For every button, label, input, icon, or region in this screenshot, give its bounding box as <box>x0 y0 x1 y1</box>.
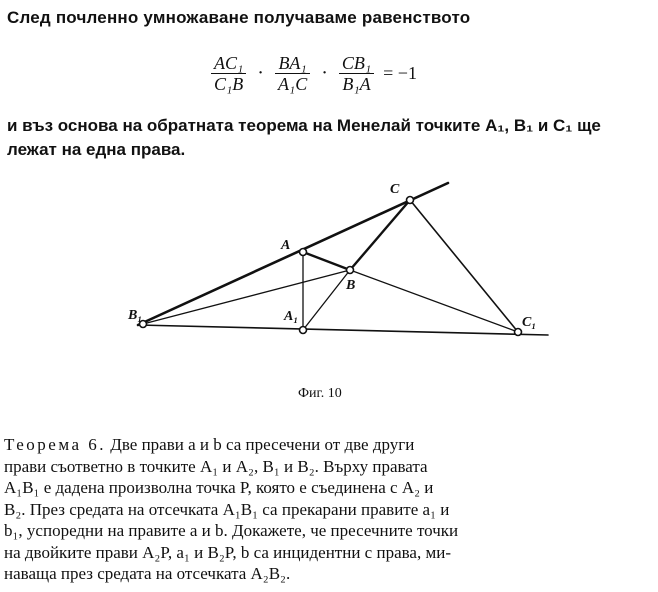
line-b1-c <box>138 183 448 325</box>
fraction-2-denominator: A₁C <box>277 73 308 94</box>
point-a1 <box>300 327 307 334</box>
theorem-6 <box>4 434 654 585</box>
baseline-b1-c1 <box>138 325 548 335</box>
segment-a-b <box>303 252 350 270</box>
fraction-2 <box>275 53 310 94</box>
theorem-line-2: прави съответно в точките A₁ и A₂, B₁ и B₂. Върху правата <box>4 456 428 476</box>
theorem-line-7: наваща през средата на отсечката A₂B₂. <box>4 564 291 583</box>
multiply-dot: · <box>257 61 264 84</box>
theorem-line-4: B₂. През средата на отсечката A₁B₁ са прекарани правите a₁ и <box>4 499 450 519</box>
label-b1: B₁ <box>128 308 143 323</box>
theorem-line-5: b₁, успоредни на правите a и b. Докажете, че пресечните точки <box>4 521 459 540</box>
geometry-figure <box>0 175 658 360</box>
formula-rhs: = −1 <box>383 62 417 83</box>
point-c1 <box>515 329 522 336</box>
point-c <box>407 197 414 204</box>
menelaus-formula <box>208 50 417 96</box>
theorem-line-1 <box>4 434 654 456</box>
fraction-1-numerator: AC₁ <box>211 53 246 74</box>
fraction-1-denominator: C₁B <box>214 73 244 94</box>
multiply-dot: · <box>321 61 328 84</box>
label-a: A <box>281 238 291 253</box>
label-b: B <box>346 278 356 293</box>
segment-b-c <box>350 200 410 270</box>
theorem-heading: Теорема 6. <box>4 435 107 454</box>
fraction-3-denominator: B₁A <box>342 73 371 94</box>
fraction-1 <box>211 53 246 94</box>
fraction-3-numerator: CB₁ <box>339 53 374 74</box>
theorem-line-3: A₁B₁ е дадена произволна точка P, която е съединена с A₂ и <box>4 478 434 497</box>
fraction-2-numerator: BA₁ <box>275 53 309 74</box>
label-c: C <box>390 182 400 197</box>
conclusion-text: и въз основа на обратната теорема на Менелай точките A₁, B₁ и C₁ ще лежат на една права. <box>7 116 601 159</box>
point-a <box>300 249 307 256</box>
label-a1: A₁ <box>284 309 299 324</box>
intro-text: След почленно умножаване получаваме равенството <box>7 8 471 27</box>
point-b <box>347 267 354 274</box>
theorem-line-6: на двойките прави A₂P, a₁ и B₂P, b са инцидентни с права, ми- <box>4 542 451 562</box>
label-c1: C₁ <box>522 315 537 330</box>
segment-b1-b <box>143 270 350 324</box>
figure-caption: Фиг. 10 <box>298 386 342 401</box>
segment-a1-b <box>303 270 350 330</box>
theorem-text: Две прави a и b са пресечени от две други <box>110 435 415 454</box>
fraction-3 <box>339 53 374 94</box>
